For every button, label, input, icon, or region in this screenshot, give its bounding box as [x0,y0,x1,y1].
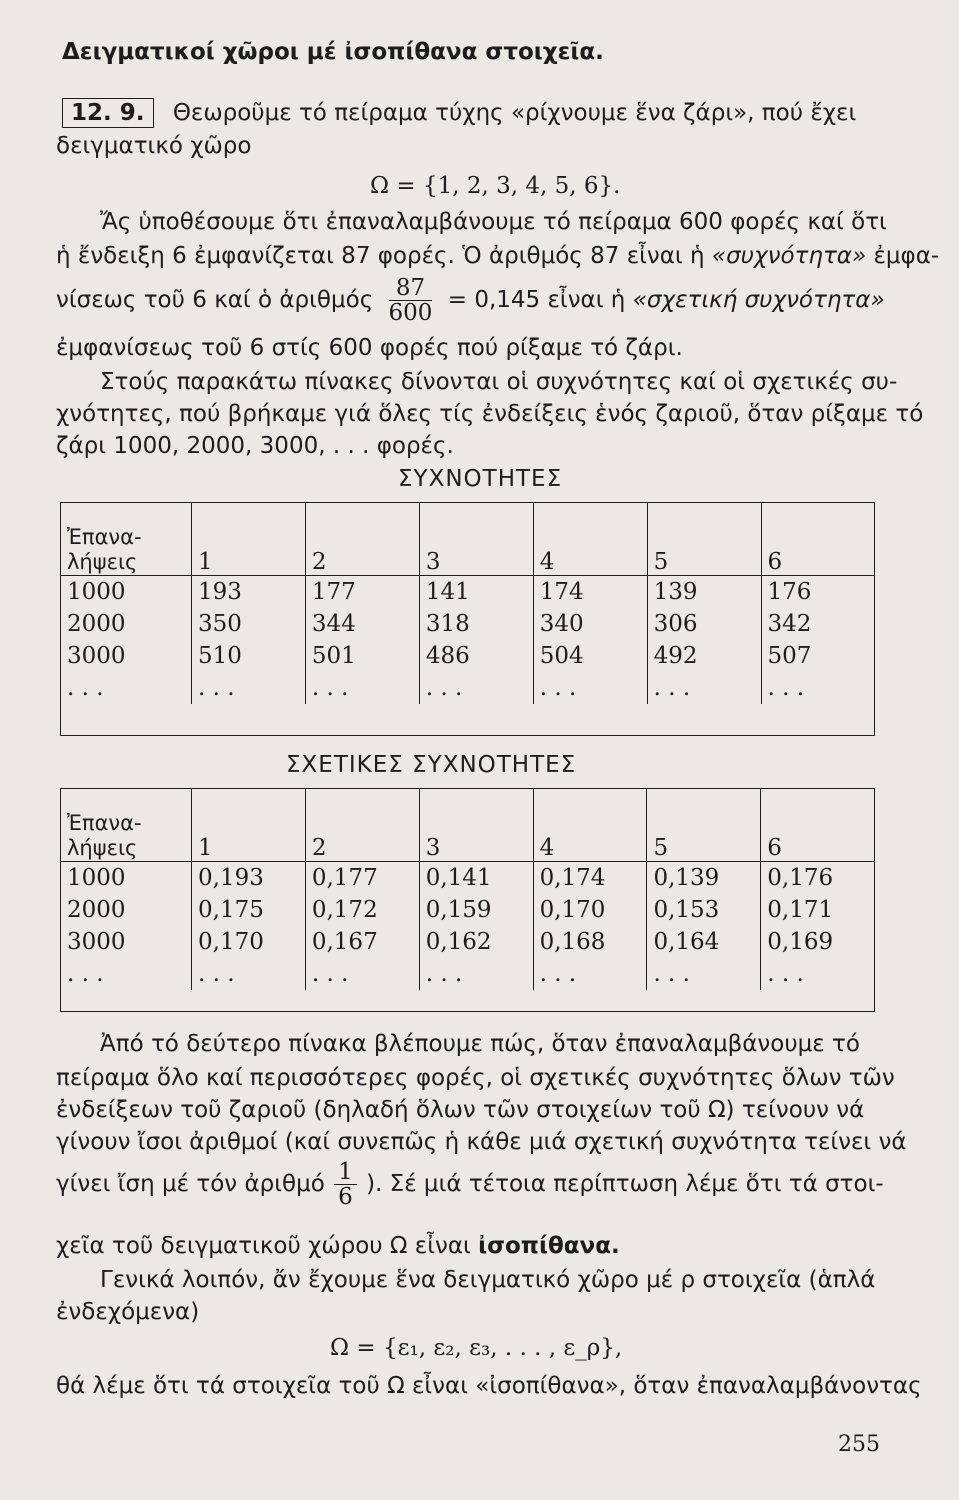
repetitions-cell: 3000 [67,929,126,955]
value-cell: 507 [761,640,874,672]
para4-line-2: ἐνδεχόμενα) [56,1299,200,1325]
value-cell: . . . [192,672,306,704]
para1-text: ἡ ἔνδειξη 6 ἐμφανίζεται 87 φορές. Ὁ ἀριθμός 87 εἶναι ἡ [56,243,712,269]
para3-line-4: γίνουν ἴσοι ἀριθμοί (καί συνεπῶς ἡ κάθε μιά σχετική συχνότητα τείνει νά [56,1129,907,1155]
term-relative-frequency: «σχετική συχνότητα» [632,287,885,313]
para3-line-6 [56,1232,620,1260]
value-cell: 0,162 [419,926,533,958]
header-label-line-2: λήψεις [67,550,138,574]
example-line-1 [62,98,856,128]
value-cell: 350 [192,608,306,640]
example-line-2: δειγματικό χῶρο [56,133,252,159]
value-cell: 139 [647,576,761,609]
value-cell: 0,193 [192,862,306,895]
face-column-header: 3 [419,789,533,862]
value-cell: 486 [419,640,533,672]
repetitions-cell: 1000 [67,579,126,605]
face-column-header: 6 [761,789,874,862]
sample-space-formula: Ω = {1, 2, 3, 4, 5, 6}. [370,173,621,199]
example-number: 12. 9. [62,98,154,128]
face-column-header: 5 [647,789,761,862]
value-cell: 0,171 [761,894,874,926]
para2-line-1: Στούς παρακάτω πίνακες δίνονται οἱ συχνότητες καί οἱ σχετικές συ- [100,369,898,395]
value-cell: . . . [533,958,647,990]
value-cell: . . . [761,958,874,990]
value-cell: 0,153 [647,894,761,926]
value-cell: 141 [419,576,533,609]
para2-line-2: χνότητες, πού βρήκαμε γιά ὅλες τίς ἐνδείξεις ἑνός ζαριοῦ, ὅταν ρίξαμε τό [56,401,924,427]
face-column-header: 4 [533,789,647,862]
term-frequency: «συχνότητα» [711,243,867,269]
value-cell: 177 [305,576,419,609]
value-cell: . . . [419,672,533,704]
table2-caption: ΣΧΕΤΙΚΕΣ ΣΥΧΝΟΤΗΤΕΣ [286,752,577,778]
face-column-header: 1 [192,789,306,862]
value-cell: . . . [305,672,419,704]
fraction-denominator: 600 [388,300,433,326]
value-cell: 318 [419,608,533,640]
face-column-header: 6 [761,503,874,576]
fraction-87-600 [389,276,433,325]
para1-text-end: ἐμφα- [866,243,940,269]
table-row [61,894,874,926]
table-row [61,640,874,672]
value-cell: 306 [647,608,761,640]
value-cell: 501 [305,640,419,672]
value-cell: 504 [533,640,647,672]
value-cell: 176 [761,576,874,609]
value-cell: 0,141 [419,862,533,895]
table-row [61,608,874,640]
table-row [61,576,874,609]
repetitions-cell: 2000 [67,611,126,637]
value-cell: 0,172 [305,894,419,926]
fraction-1-6 [334,1160,357,1209]
para4-line-3: θά λέμε ὅτι τά στοιχεῖα τοῦ Ω εἶναι «ἰσοπίθανα», ὅταν ἐπαναλαμβάνοντας [56,1373,922,1399]
repetitions-cell: 3000 [67,643,126,669]
face-column-header: 2 [305,503,419,576]
value-cell: 0,159 [419,894,533,926]
value-cell: 0,176 [761,862,874,895]
value-cell: . . . [761,672,874,704]
face-column-header: 5 [647,503,761,576]
value-cell: 0,168 [533,926,647,958]
para4-line-1: Γενικά λοιπόν, ἄν ἔχουμε ἕνα δειγματικό χῶρο μέ ρ στοιχεῖα (ἁπλά [100,1267,876,1293]
value-cell: 510 [192,640,306,672]
para3-line-3: ἐνδείξεων τοῦ ζαριοῦ (δηλαδή ὅλων τῶν στοιχείων τοῦ Ω) τείνουν νά [56,1097,865,1123]
header-label-line-1: Ἐπανα- [67,811,142,835]
term-equiprobable: ἰσοπίθανα. [478,1233,620,1259]
para1-text: = 0,145 εἶναι ἡ [447,287,633,313]
repetitions-cell: . . . [67,961,104,987]
face-column-header: 2 [305,789,419,862]
face-column-header: 3 [419,503,533,576]
face-column-header: 4 [533,503,647,576]
para3-line-1: Ἀπό τό δεύτερο πίνακα βλέπουμε πώς, ὅταν ἐπαναλαμβάνουμε τό [100,1031,860,1057]
table-row [61,926,874,958]
page-number: 255 [838,1432,880,1457]
para1-line-3 [56,272,885,328]
repetitions-cell: 1000 [67,865,126,891]
section-heading: Δειγματικοί χῶροι μέ ἰσοπίθανα στοιχεῖα. [62,39,604,65]
value-cell: 0,139 [647,862,761,895]
value-cell: 0,170 [533,894,647,926]
fraction-numerator: 87 [389,276,433,301]
table-row [61,958,874,990]
table-row [61,862,874,895]
value-cell: . . . [192,958,306,990]
relative-frequency-table [60,788,875,1012]
repetitions-cell: 2000 [67,897,126,923]
relative-frequency-table-grid [61,789,874,990]
face-column-header: 1 [192,503,306,576]
repetitions-header [61,503,192,576]
value-cell: 0,167 [305,926,419,958]
example-text: Θεωροῦμε τό πείραμα τύχης «ρίχνουμε ἕνα ζάρι», πού ἔχει [172,100,857,126]
para3-line-5 [56,1156,884,1212]
fraction-denominator: 6 [338,1184,353,1210]
para3-text: χεῖα τοῦ δειγματικοῦ χώρου Ω εἶναι [56,1233,479,1259]
para3-line-2: πείραμα ὅλο καί περισσότερες φορές, οἱ σχετικές συχνότητες ὅλων τῶν [56,1065,895,1091]
value-cell: 342 [761,608,874,640]
frequency-table [60,502,875,736]
value-cell: . . . [647,672,761,704]
value-cell: . . . [419,958,533,990]
value-cell: 492 [647,640,761,672]
value-cell: 193 [192,576,306,609]
para3-text: ). Σέ μιά τέτοια περίπτωση λέμε ὅτι τά στοι- [366,1171,884,1197]
general-sample-space-formula: Ω = {ε₁, ε₂, ε₃, . . . , ε_ρ}, [330,1335,623,1361]
value-cell: 0,177 [305,862,419,895]
header-label-line-2: λήψεις [67,836,138,860]
value-cell: 344 [305,608,419,640]
repetitions-header [61,789,192,862]
para1-text: νίσεως τοῦ 6 καί ὁ ἀριθμός [56,287,374,313]
para1-line-1: Ἄς ὑποθέσουμε ὅτι ἐπαναλαμβάνουμε τό πείραμα 600 φορές καί ὅτι [100,209,887,235]
value-cell: . . . [533,672,647,704]
para2-line-3: ζάρι 1000, 2000, 3000, . . . φορές. [56,433,454,459]
para1-line-2 [56,242,939,270]
value-cell: . . . [305,958,419,990]
value-cell: 0,170 [192,926,306,958]
frequency-table-grid [61,503,874,704]
table-row [61,672,874,704]
repetitions-cell: . . . [67,675,104,701]
fraction-numerator: 1 [334,1160,357,1185]
value-cell: 0,169 [761,926,874,958]
header-label-line-1: Ἐπανα- [67,525,142,549]
table1-caption: ΣΥΧΝΟΤΗΤΕΣ [398,466,563,492]
value-cell: 0,175 [192,894,306,926]
value-cell: 174 [533,576,647,609]
para3-text: γίνει ἴση μέ τόν ἀριθμό [56,1171,325,1197]
value-cell: 340 [533,608,647,640]
value-cell: 0,174 [533,862,647,895]
value-cell: 0,164 [647,926,761,958]
value-cell: . . . [647,958,761,990]
para1-line-4: ἐμφανίσεως τοῦ 6 στίς 600 φορές πού ρίξαμε τό ζάρι. [56,335,683,361]
